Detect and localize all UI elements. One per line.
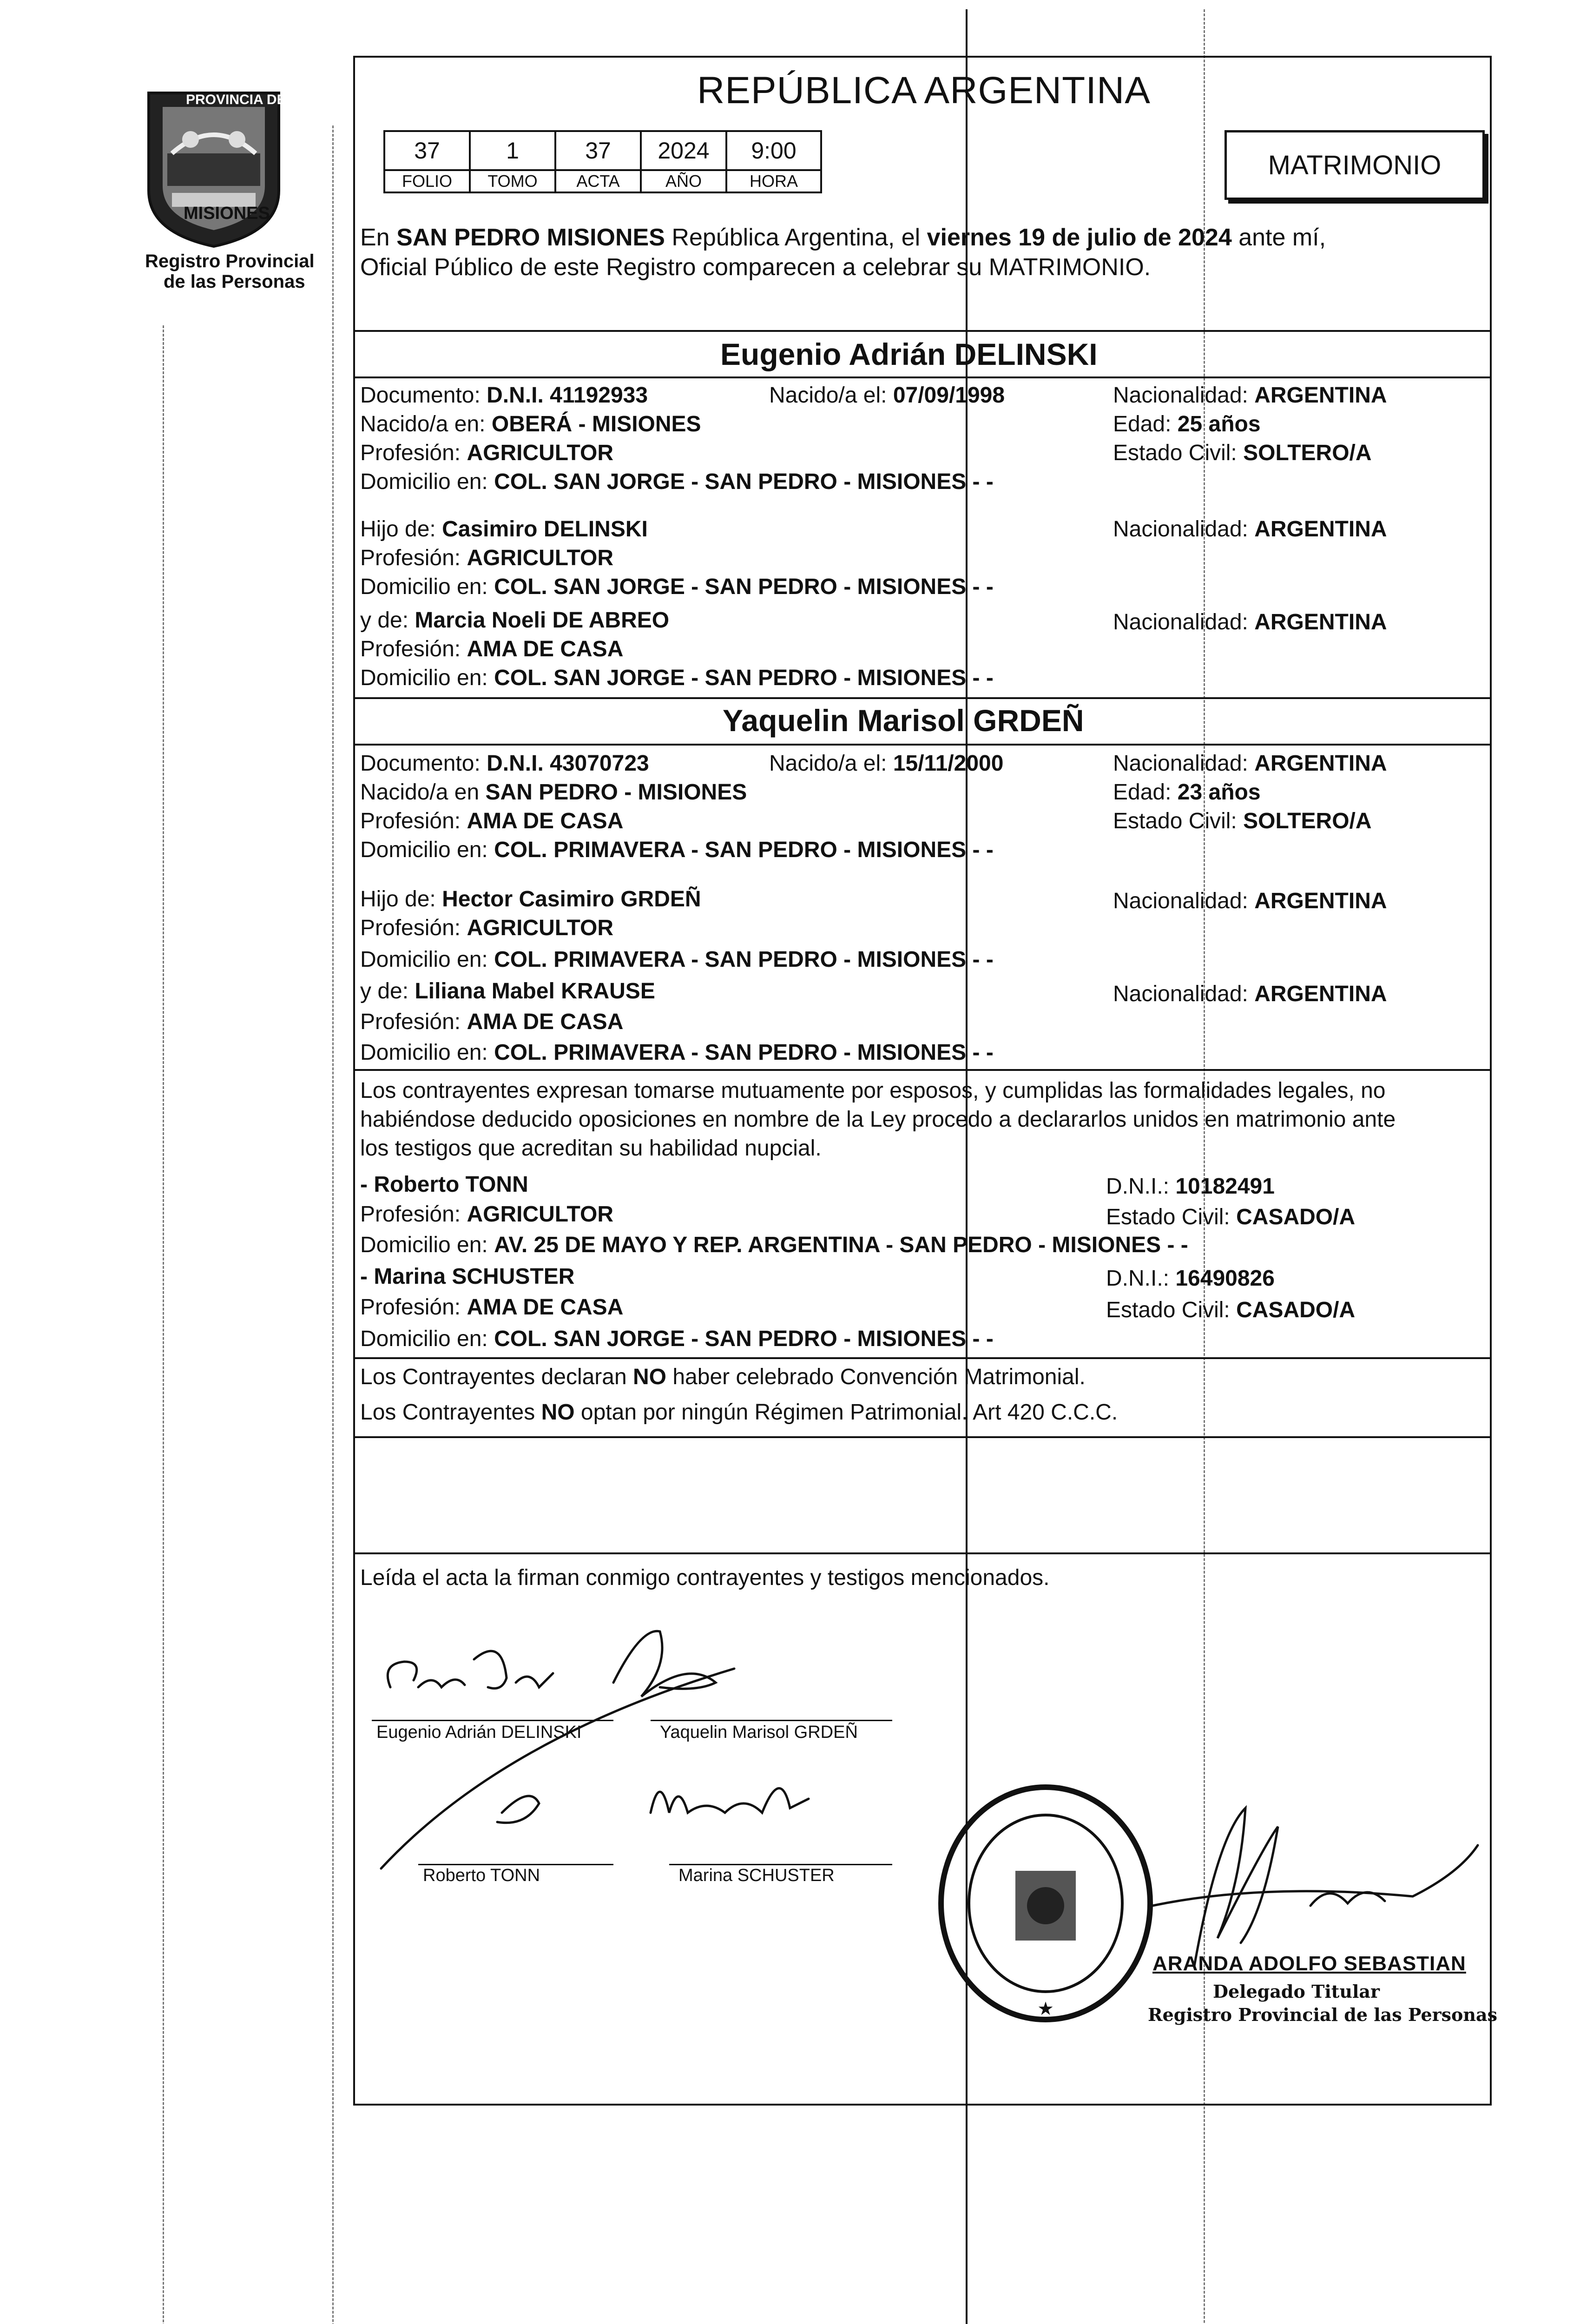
field-value: AGRICULTOR bbox=[467, 916, 614, 940]
misiones-emblem-icon bbox=[135, 84, 293, 251]
spouse2-nacido-el bbox=[769, 750, 1003, 777]
field-label: Estado Civil: bbox=[1113, 809, 1237, 833]
field-value: CASADO/A bbox=[1236, 1205, 1356, 1229]
spouse1-domicilio bbox=[360, 469, 994, 495]
acta-label: ACTA bbox=[555, 170, 641, 192]
spouse2-mother bbox=[360, 978, 655, 1005]
tomo-value: 1 bbox=[470, 131, 555, 170]
field-label: Estado Civil: bbox=[1113, 441, 1237, 465]
field-label: Documento: bbox=[360, 383, 481, 408]
signature-line bbox=[669, 1864, 892, 1865]
signature-line bbox=[651, 1720, 892, 1721]
ano-label: AÑO bbox=[641, 170, 726, 192]
field-value: AGRICULTOR bbox=[467, 546, 614, 570]
scan-margin-line bbox=[163, 325, 164, 2324]
intro-text: En bbox=[360, 224, 397, 251]
field-label: Domicilio en: bbox=[360, 574, 488, 599]
witness2-domicilio bbox=[360, 1326, 994, 1353]
field-label: Profesión: bbox=[360, 809, 461, 833]
spouse1-father-domicilio bbox=[360, 574, 994, 601]
field-label: Estado Civil: bbox=[1106, 1205, 1230, 1229]
intro-text: ante mí, bbox=[1231, 224, 1326, 251]
spouse1-edad bbox=[1113, 411, 1261, 438]
spouse1-name: Eugenio Adrián DELINSKI bbox=[720, 337, 1098, 371]
field-label: y de: bbox=[360, 979, 409, 1004]
field-value: D.N.I. 41192933 bbox=[487, 383, 648, 408]
witness2-name: - Marina SCHUSTER bbox=[360, 1264, 575, 1289]
spouse2-mother-domicilio bbox=[360, 1039, 994, 1066]
regime-text: optan por ningún Régimen Patrimonial. Art 420 C.C.C. bbox=[574, 1400, 1118, 1425]
regime-emphasis: NO bbox=[541, 1400, 575, 1425]
field-value: COL. SAN JORGE - SAN PEDRO - MISIONES - - bbox=[494, 469, 994, 494]
field-label: D.N.I.: bbox=[1106, 1266, 1170, 1291]
regime-emphasis: NO bbox=[633, 1365, 667, 1389]
field-value: Marcia Noeli DE ABREO bbox=[415, 608, 670, 633]
field-label: Documento: bbox=[360, 751, 481, 776]
regime-line2 bbox=[360, 1399, 1118, 1426]
spouse1-mother-nacionalidad bbox=[1113, 609, 1387, 636]
section-divider bbox=[353, 1436, 1492, 1438]
field-label: Edad: bbox=[1113, 412, 1172, 436]
intro-line1 bbox=[360, 224, 1326, 251]
spouse2-estado bbox=[1113, 808, 1372, 835]
section-divider bbox=[353, 697, 1492, 699]
witness2-profesion bbox=[360, 1294, 623, 1321]
act-reference-table bbox=[383, 130, 822, 193]
field-label: Nacido/a en bbox=[360, 780, 480, 805]
official-name: ARANDA ADOLFO SEBASTIAN bbox=[1152, 1952, 1466, 1975]
field-value: OBERÁ - MISIONES bbox=[491, 412, 701, 436]
field-value: CASADO/A bbox=[1236, 1298, 1356, 1322]
country-title: REPÚBLICA ARGENTINA bbox=[697, 69, 1151, 112]
field-label: Domicilio en: bbox=[360, 1233, 488, 1257]
field-value: SOLTERO/A bbox=[1243, 441, 1372, 465]
declaration-line2: habiéndose deducido oposiciones en nombre de la Ley procedo a declararlos unidos en matrimonio ante bbox=[360, 1107, 1396, 1132]
registry-name-line2: de las Personas bbox=[164, 271, 305, 292]
field-label: Profesión: bbox=[360, 1295, 461, 1320]
field-value: AMA DE CASA bbox=[467, 1010, 624, 1034]
section-divider bbox=[353, 330, 1492, 332]
witness1-name: - Roberto TONN bbox=[360, 1172, 528, 1197]
hora-value: 9:00 bbox=[726, 131, 821, 170]
field-label: Hijo de: bbox=[360, 887, 436, 911]
hora-label: HORA bbox=[726, 170, 821, 192]
act-type-box: MATRIMONIO bbox=[1224, 130, 1485, 200]
field-value: COL. SAN JORGE - SAN PEDRO - MISIONES - - bbox=[494, 574, 994, 599]
signature-line bbox=[372, 1720, 613, 1721]
field-label: Domicilio en: bbox=[360, 838, 488, 862]
field-value: AMA DE CASA bbox=[467, 637, 624, 661]
spouse1-father bbox=[360, 516, 648, 543]
field-label: Profesión: bbox=[360, 637, 461, 661]
emblem-text-top: PROVINCIA DE bbox=[186, 92, 286, 107]
field-label: Nacionalidad: bbox=[1113, 889, 1248, 913]
field-value: COL. SAN JORGE - SAN PEDRO - MISIONES - - bbox=[494, 666, 994, 690]
field-label: Hijo de: bbox=[360, 517, 436, 541]
field-value: SAN PEDRO - MISIONES bbox=[485, 780, 747, 805]
field-value: COL. SAN JORGE - SAN PEDRO - MISIONES - - bbox=[494, 1327, 994, 1351]
section-divider bbox=[353, 1069, 1492, 1071]
witness1-estado bbox=[1106, 1204, 1355, 1231]
closing-statement: Leída el acta la firman conmigo contrayentes y testigos mencionados. bbox=[360, 1565, 1050, 1590]
spouse2-nacido-en bbox=[360, 779, 747, 806]
intro-place: SAN PEDRO MISIONES bbox=[396, 224, 665, 251]
emblem-text-bottom: MISIONES bbox=[184, 204, 270, 223]
signature-caption-witness1: Roberto TONN bbox=[423, 1866, 540, 1885]
spouse1-mother-domicilio bbox=[360, 665, 994, 692]
intro-line2: Oficial Público de este Registro comparecen a celebrar su MATRIMONIO. bbox=[360, 254, 1151, 281]
field-value: 07/09/1998 bbox=[893, 383, 1005, 408]
regime-text: haber celebrado Convención Matrimonial. bbox=[666, 1365, 1086, 1389]
field-value: ARGENTINA bbox=[1254, 751, 1387, 776]
field-label: Nacionalidad: bbox=[1113, 610, 1248, 634]
field-value: 23 años bbox=[1177, 780, 1261, 805]
field-label: Domicilio en: bbox=[360, 666, 488, 690]
signature-caption-witness2: Marina SCHUSTER bbox=[678, 1866, 835, 1885]
field-value: AV. 25 DE MAYO Y REP. ARGENTINA - SAN PEDRO - MISIONES - - bbox=[494, 1233, 1188, 1257]
witness1-profesion bbox=[360, 1201, 613, 1228]
field-value: AGRICULTOR bbox=[467, 441, 614, 465]
field-value: AMA DE CASA bbox=[467, 1295, 624, 1320]
spouse2-father-nacionalidad bbox=[1113, 888, 1387, 915]
field-label: Nacido/a el: bbox=[769, 751, 887, 776]
spouse1-nacido-en bbox=[360, 411, 701, 438]
field-label: Domicilio en: bbox=[360, 469, 488, 494]
field-value: 25 años bbox=[1177, 412, 1261, 436]
spouse1-profesion bbox=[360, 440, 613, 467]
spouse1-father-nacionalidad bbox=[1113, 516, 1387, 543]
spouse2-father-profesion bbox=[360, 915, 613, 942]
spouse2-documento bbox=[360, 750, 649, 777]
field-value: Casimiro DELINSKI bbox=[442, 517, 648, 541]
registry-name-line1: Registro Provincial bbox=[145, 251, 315, 271]
witness2-estado bbox=[1106, 1297, 1355, 1324]
section-divider bbox=[353, 376, 1492, 378]
intro-text: República Argentina, el bbox=[665, 224, 927, 251]
signature-line bbox=[418, 1864, 613, 1865]
spouse1-father-profesion bbox=[360, 545, 613, 572]
field-value: 16490826 bbox=[1175, 1266, 1275, 1291]
field-value: ARGENTINA bbox=[1254, 383, 1387, 408]
spouse1-mother-profesion bbox=[360, 636, 623, 663]
regime-text: Los Contrayentes declaran bbox=[360, 1365, 633, 1389]
witness2-dni bbox=[1106, 1265, 1275, 1292]
field-label: Nacionalidad: bbox=[1113, 751, 1248, 776]
field-label: Nacido/a el: bbox=[769, 383, 887, 408]
field-value: COL. PRIMAVERA - SAN PEDRO - MISIONES - - bbox=[494, 947, 994, 972]
field-value: SOLTERO/A bbox=[1243, 809, 1372, 833]
svg-text:★: ★ bbox=[1037, 1998, 1054, 2020]
spouse2-name: Yaquelin Marisol GRDEÑ bbox=[723, 703, 1084, 738]
field-label: y de: bbox=[360, 608, 409, 633]
field-value: 10182491 bbox=[1175, 1174, 1275, 1199]
official-role: Delegado Titular bbox=[1213, 1981, 1380, 2002]
field-label: Edad: bbox=[1113, 780, 1172, 805]
spouse1-nacionalidad bbox=[1113, 382, 1387, 409]
witness1-dni bbox=[1106, 1173, 1275, 1200]
section-divider bbox=[353, 1357, 1492, 1359]
field-label: D.N.I.: bbox=[1106, 1174, 1170, 1199]
field-value: COL. PRIMAVERA - SAN PEDRO - MISIONES - - bbox=[494, 838, 994, 862]
spouse2-domicilio bbox=[360, 837, 994, 864]
field-value: AGRICULTOR bbox=[467, 1202, 614, 1227]
spouse2-father-domicilio bbox=[360, 946, 994, 973]
field-label: Estado Civil: bbox=[1106, 1298, 1230, 1322]
signature-caption-spouse2: Yaquelin Marisol GRDEÑ bbox=[660, 1723, 858, 1742]
ano-value: 2024 bbox=[641, 131, 726, 170]
folio-value: 37 bbox=[384, 131, 470, 170]
spouse2-father bbox=[360, 886, 701, 913]
field-value: ARGENTINA bbox=[1254, 610, 1387, 634]
spouse1-estado bbox=[1113, 440, 1372, 467]
field-label: Nacionalidad: bbox=[1113, 383, 1248, 408]
field-label: Domicilio en: bbox=[360, 1327, 488, 1351]
field-label: Nacionalidad: bbox=[1113, 517, 1248, 541]
spouse2-nacionalidad bbox=[1113, 750, 1387, 777]
field-value: Hector Casimiro GRDEÑ bbox=[442, 887, 701, 911]
field-label: Nacionalidad: bbox=[1113, 982, 1248, 1006]
tomo-label: TOMO bbox=[470, 170, 555, 192]
spouse2-mother-nacionalidad bbox=[1113, 981, 1387, 1008]
field-value: ARGENTINA bbox=[1254, 982, 1387, 1006]
section-divider bbox=[353, 1552, 1492, 1554]
regime-line1 bbox=[360, 1364, 1086, 1391]
official-seal-icon bbox=[934, 1780, 1157, 2027]
spouse2-edad bbox=[1113, 779, 1261, 806]
provincial-emblem bbox=[135, 84, 293, 251]
spouse1-mother bbox=[360, 607, 669, 634]
field-label: Profesión: bbox=[360, 916, 461, 940]
regime-text: Los Contrayentes bbox=[360, 1400, 541, 1425]
spouse1-nacido-el bbox=[769, 382, 1005, 409]
field-value: AMA DE CASA bbox=[467, 809, 624, 833]
declaration-line3: los testigos que acreditan su habilidad nupcial. bbox=[360, 1136, 822, 1161]
section-divider bbox=[353, 744, 1492, 746]
spouse2-profesion bbox=[360, 808, 623, 835]
witness1-domicilio bbox=[360, 1232, 1188, 1259]
field-label: Domicilio en: bbox=[360, 947, 488, 972]
field-value: COL. PRIMAVERA - SAN PEDRO - MISIONES - - bbox=[494, 1040, 994, 1065]
field-value: ARGENTINA bbox=[1254, 517, 1387, 541]
intro-date: viernes 19 de julio de 2024 bbox=[927, 224, 1232, 251]
field-value: ARGENTINA bbox=[1254, 889, 1387, 913]
field-label: Profesión: bbox=[360, 441, 461, 465]
field-label: Profesión: bbox=[360, 546, 461, 570]
scan-margin-line bbox=[332, 125, 334, 2324]
field-value: 15/11/2000 bbox=[893, 751, 1004, 776]
field-value: Liliana Mabel KRAUSE bbox=[415, 979, 655, 1004]
spouse2-mother-profesion bbox=[360, 1009, 623, 1036]
official-office: Registro Provincial de las Personas bbox=[1148, 2004, 1498, 2025]
declaration-line1: Los contrayentes expresan tomarse mutuamente por esposos, y cumplidas las formalidades legales, no bbox=[360, 1078, 1386, 1103]
signature-caption-spouse1: Eugenio Adrián DELINSKI bbox=[376, 1723, 582, 1742]
field-label: Profesión: bbox=[360, 1010, 461, 1034]
field-label: Profesión: bbox=[360, 1202, 461, 1227]
field-value: D.N.I. 43070723 bbox=[487, 751, 649, 776]
field-label: Domicilio en: bbox=[360, 1040, 488, 1065]
spouse1-documento bbox=[360, 382, 648, 409]
folio-label: FOLIO bbox=[384, 170, 470, 192]
field-label: Nacido/a en: bbox=[360, 412, 486, 436]
acta-value: 37 bbox=[555, 131, 641, 170]
